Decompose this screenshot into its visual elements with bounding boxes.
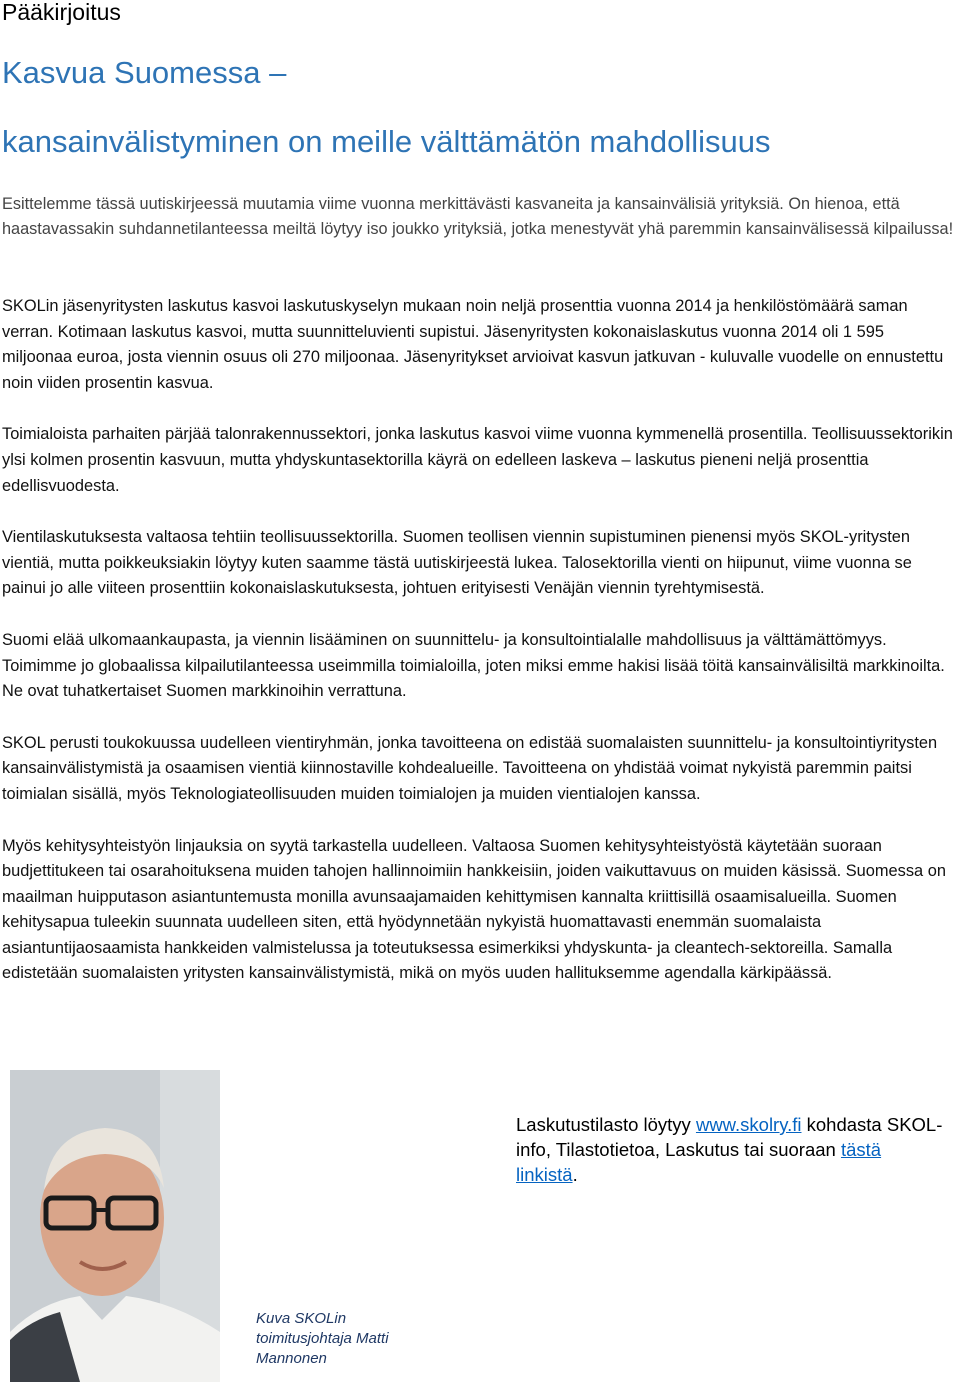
body-paragraph-4: Suomi elää ulkomaankaupasta, ja viennin lisääminen on suunnittelu- ja konsultointialalle mahdollisuus ja välttämättömyys. Toimimme jo globaalissa kilpailutilanteessa useimmilla toimialoilla, joten miksi emme hakisi lisää töitä kansainvälisiltä markkinoilta. Ne ovat tuhatkertaiset Suomen markkinoihin verrattuna. xyxy=(2,630,945,701)
body-paragraph-1: SKOLin jäsenyritysten laskutus kasvoi laskutuskyselyn mukaan noin neljä prosenttia vuonna 2014 ja henkilöstömäärä saman verran. Kotimaan laskutus kasvoi, mutta suunnitteluvienti supistui. Jäsenyritysten kokonaislaskutus vuonna 2014 oli 1 595 miljoonaa euroa, josta viennin osuus oli 270 miljoonaa. Jäsenyritykset arvioivat kasvun jatkuvan - kuluvalle vuodelle on ennustettu noin viiden prosentin kasvua. xyxy=(2,297,944,392)
article-title-line1: Kasvua Suomessa – xyxy=(2,55,287,90)
body-paragraph-5: SKOL perusti toukokuussa uudelleen vientiryhmän, jonka tavoitteena on edistää suomalaisten suunnittelu- ja konsultointiyritysten kansainvälistymistä ja osaamisen vientiä kiinnostaville kohdealueille. Tavoitteena on yhdistää voimat nykyistä paremmin paitsi toimialan sisällä, myös Teknologiateollisuuden muiden toimialojen ja muiden vientialojen kanssa. xyxy=(2,733,938,803)
body-paragraph-6: Myös kehitysyhteistyön linjauksia on syytä tarkastella uudelleen. Valtaosa Suomen kehitysyhteistyöstä käytetään suoraan budjettitukeen tai osarahoituksena muiden tahojen hallinnoimiin hankkeisiin, joiden vaikuttavuus on muiden käsissä. Suomessa on maailman huipputason asiantuntemusta monilla avunsaajamaiden kehittymisen kannalta kriittisillä osaamisalueilla. Suomen kehitysapua tuleekin suunnata uudelleen siten, että hyödynnetään nykyistä huomattavasti enemmän suomalaista asiantuntijaosaamista hankkeiden valmistelussa ja toteutuksessa esimerkiksi yhdyskunta- ja cleantech-sektoreilla. Samalla edistetään suomalaisten yritysten kansainvälistymistä, mikä on myös uuden hallituksemme agendalla kärkipäässä. xyxy=(2,836,946,983)
note-text-after: . xyxy=(572,1164,578,1185)
body-paragraph-3: Vientilaskutuksesta valtaosa tehtiin teollisuussektorilla. Suomen teollisen viennin supistuminen pienensi myös SKOL-yritysten vientiä, mutta poikkeuksiakin löytyy kuten saamme tästä uutiskirjeestä lukea. Talosektorilla vienti on hiipunut, viime vuonna se painui jo alle viiteen prosenttiin kokonaislaskutuksesta, johtuen erityisesti Venäjän viennin tyrehtymisestä. xyxy=(2,528,912,598)
portrait-illustration xyxy=(10,1070,220,1382)
note-text-before: Laskutustilasto löytyy xyxy=(516,1114,696,1135)
article-title-line2: kansainvälistyminen on meille välttämätön mahdollisuus xyxy=(2,124,771,159)
statistics-note xyxy=(516,1112,946,1187)
body-paragraph-2: Toimialoista parhaiten pärjää talonrakennussektori, jonka laskutus kasvoi viime vuonna kymmenellä prosentilla. Teollisuussektorikin ylsi kolmen prosentin kasvuun, mutta yhdyskuntasektorilla käyrä on edelleen laskeva – laskutus pieneni neljä prosenttia edellisvuodesta. xyxy=(2,425,953,495)
portrait-photo xyxy=(10,1070,220,1382)
section-label: Pääkirjoitus xyxy=(2,0,121,25)
photo-caption: Kuva SKOLin toimitusjohtaja Matti Mannonen xyxy=(256,1310,389,1367)
intro-paragraph: Esittelemme tässä uutiskirjeessä muutamia viime vuonna merkittävästi kasvaneita ja kansainvälisiä yrityksiä. On hienoa, että haastavassakin suhdannetilanteessa meiltä löytyy iso joukko yrityksiä, jotka menestyvät yhä paremmin kansainvälisessä kilpailussa! xyxy=(2,195,954,238)
statistics-link[interactable]: tästä linkistä xyxy=(516,1139,882,1185)
skolry-link[interactable]: www.skolry.fi xyxy=(695,1114,802,1135)
article-body xyxy=(2,294,958,1013)
note-text-middle: kohdasta SKOL-info, Tilastotietoa, Laskutus tai suoraan xyxy=(516,1114,943,1160)
